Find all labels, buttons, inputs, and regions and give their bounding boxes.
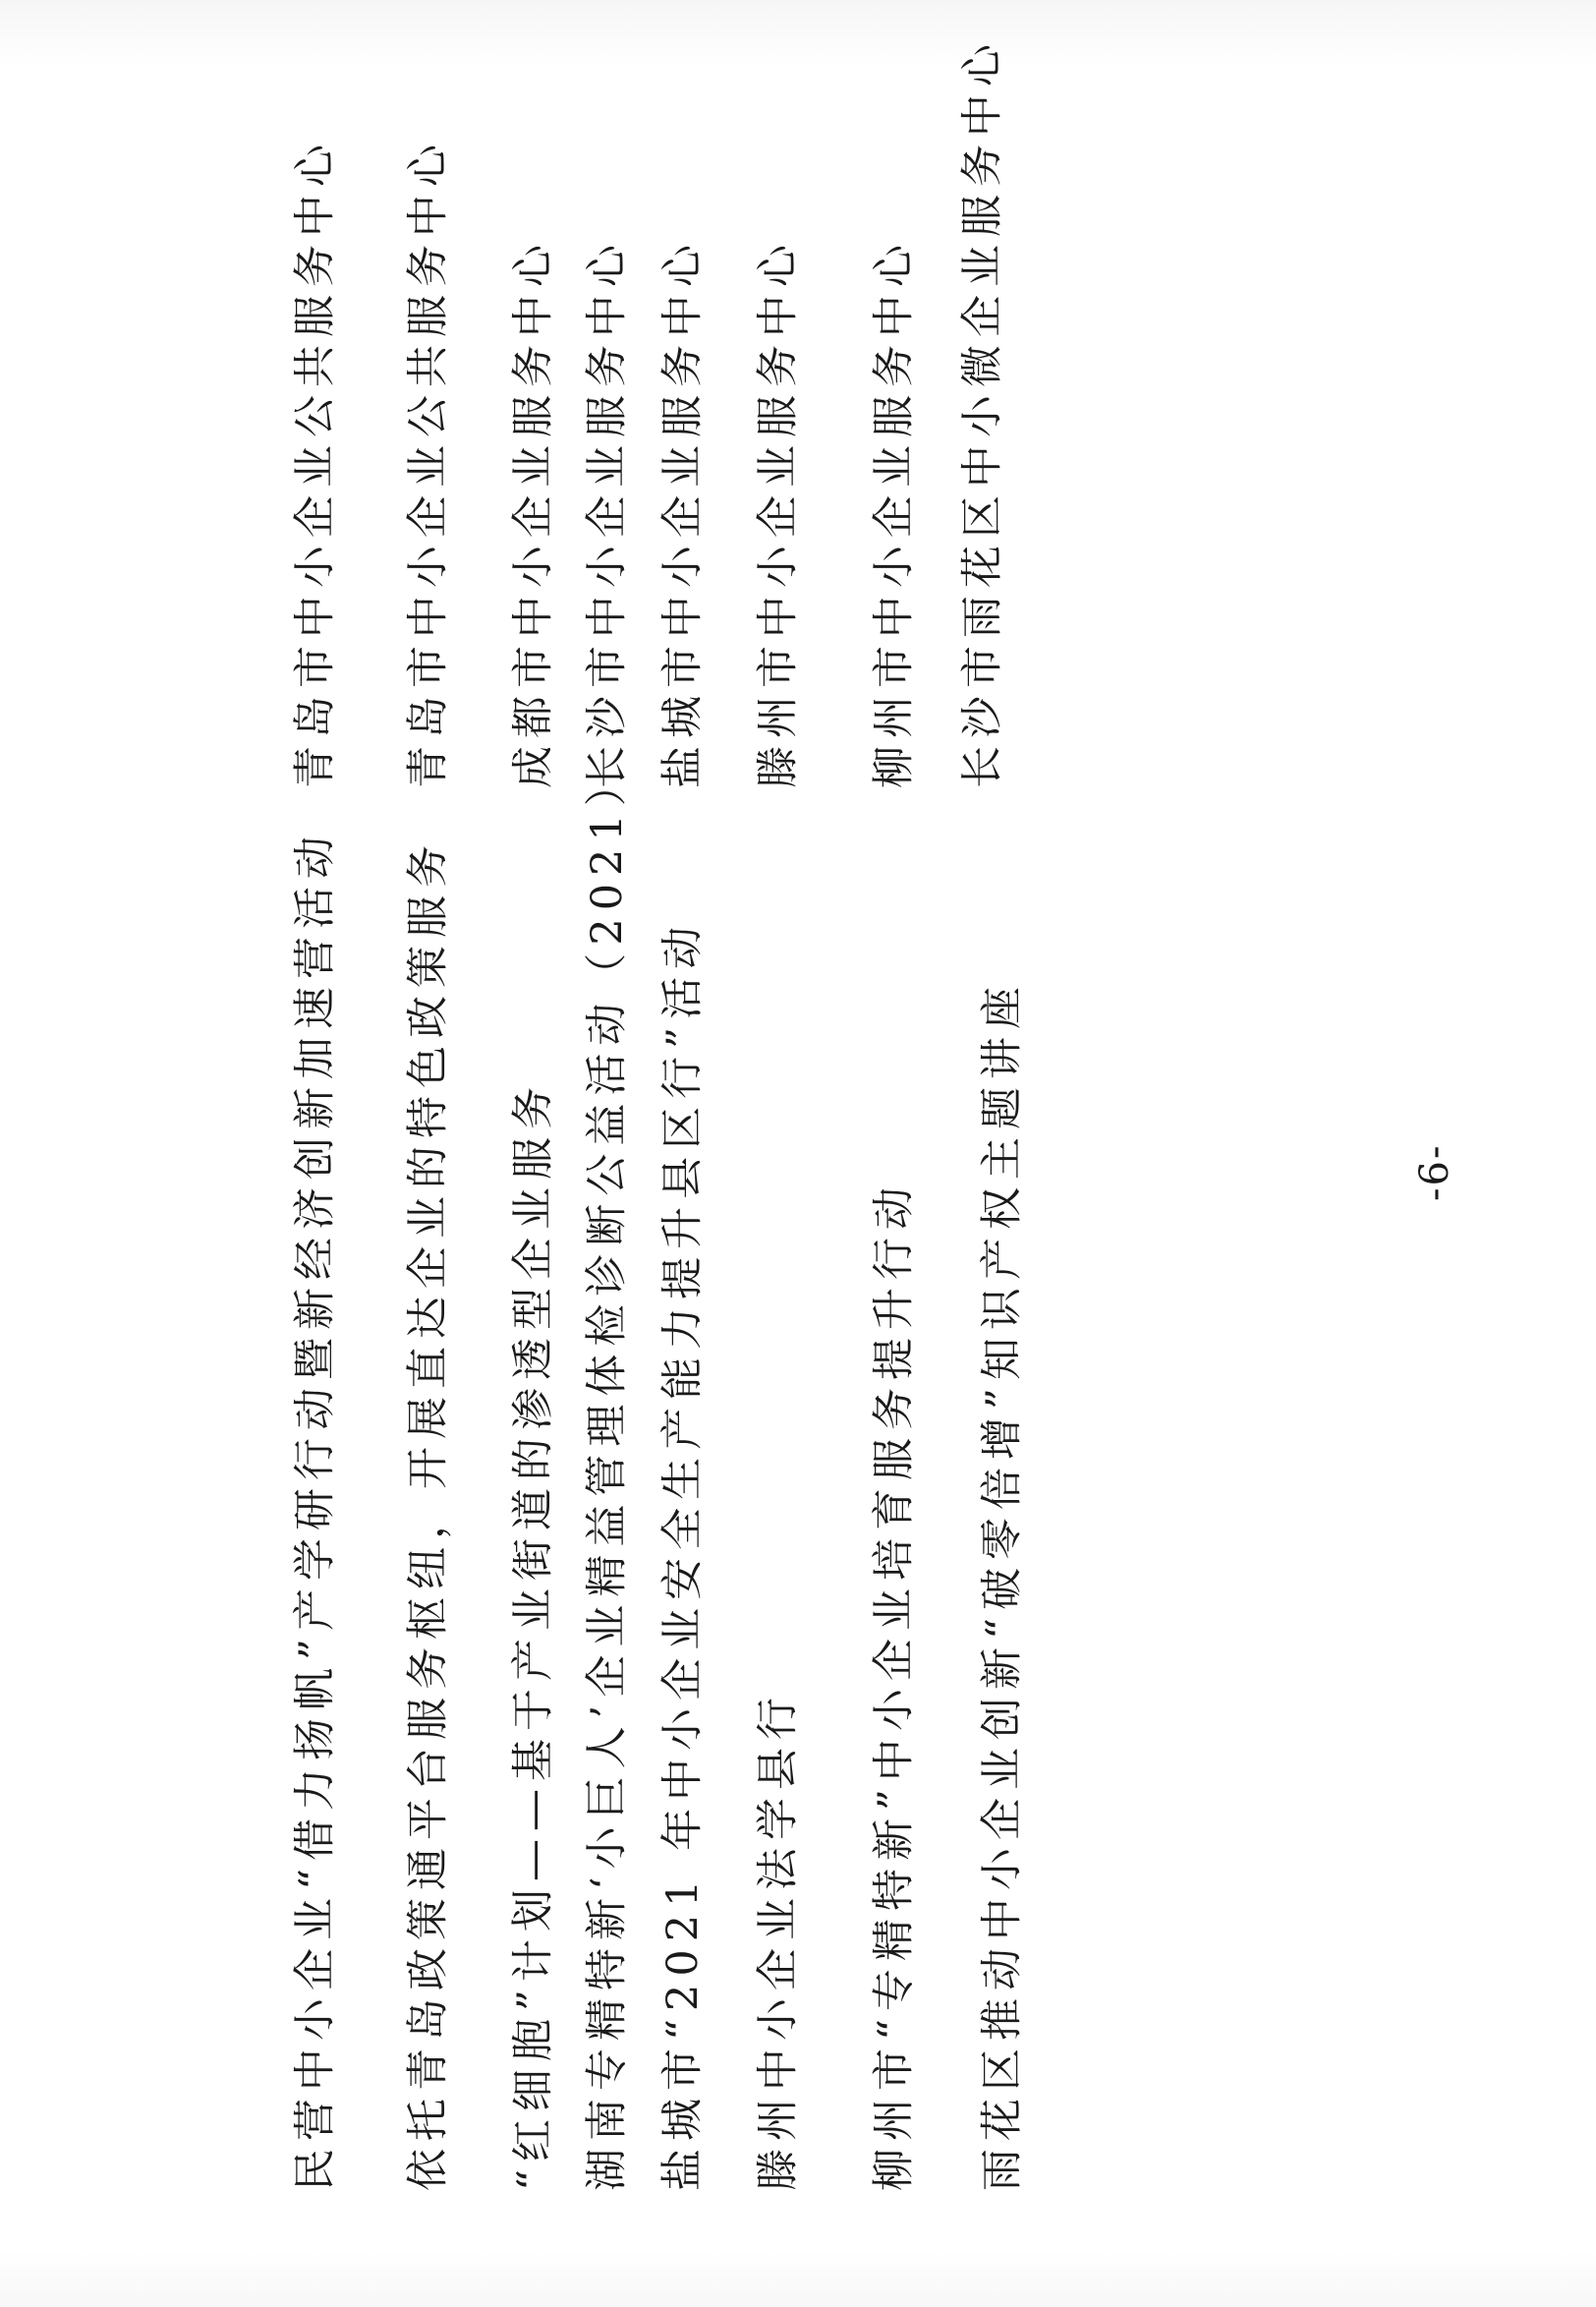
activity-name: 民营中小企业“借力扬帆”产学研行动暨新经济创新加速营活动	[291, 829, 340, 2191]
activity-name: 柳州市“专精特新”中小企业培育服务提升行动	[870, 1180, 919, 2191]
activity-name: 湖南专精特新‘小巨人’企业精益管理体检诊断公益活动（2021）	[583, 756, 632, 2191]
organization-name: 青岛市中小企业公共服务中心	[404, 137, 453, 788]
organization-name: 长沙市雨花区中小微企业服务中心	[958, 36, 1007, 788]
activity-name: 盐城市“2021 年中小企业安全生产能力提升县区行”活动	[658, 918, 708, 2191]
activity-name: 雨花区推动中小企业创新“破零倍增”知识产权主题讲座	[978, 979, 1027, 2191]
organization-name: 滕州市中小企业服务中心	[754, 237, 803, 788]
activity-name: 依托青岛政策通平台服务枢纽，开展直达企业的特色政策服务	[404, 837, 453, 2191]
organization-name: 长沙市中小企业服务中心	[583, 237, 632, 788]
activity-name: “红细胞”计划——基于产业街道的渗透型企业服务	[509, 1079, 558, 2191]
organization-name: 柳州市中小企业服务中心	[870, 237, 919, 788]
page-number: -6-	[1412, 1143, 1457, 1201]
organization-name: 青岛市中小企业公共服务中心	[291, 137, 340, 788]
organization-name: 成都市中小企业服务中心	[509, 237, 558, 788]
organization-name: 盐城市中小企业服务中心	[658, 237, 708, 788]
activity-name: 滕州中小企业法学县行	[754, 1690, 803, 2191]
